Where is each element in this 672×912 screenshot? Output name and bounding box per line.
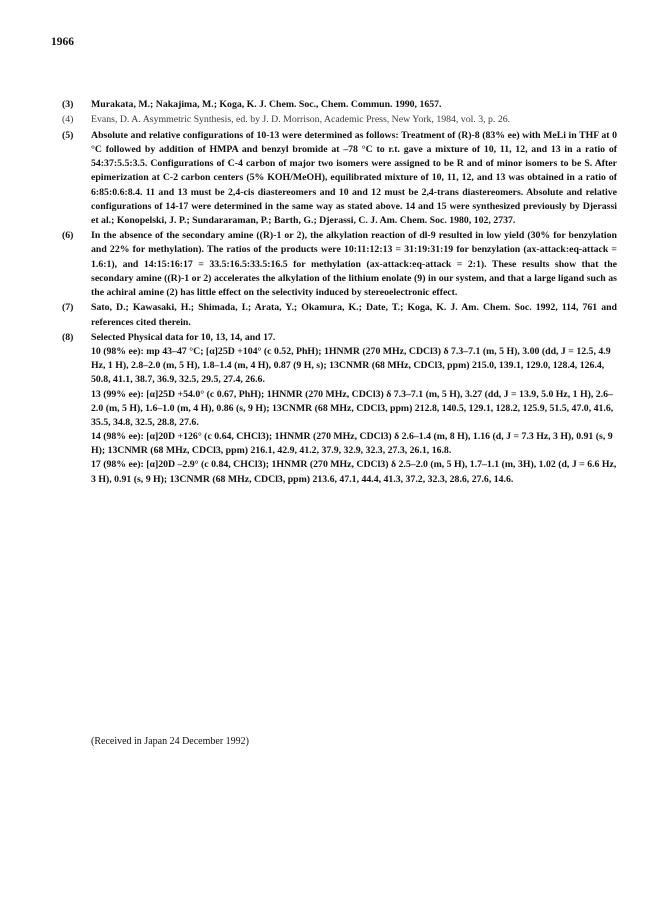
reference-number: (4) <box>62 114 74 126</box>
reference-text: In the absence of the secondary amine ((R)-1 or 2), the alkylation reaction of dl-9 resulted in low yield (30% for benzylation and 22% for methylation). The ratios of the products were 10:11:12:13 = 31:19:31:19 for benzylation (ax-attack:eq-attack = 1.6:1), and 14:15:16:17 = 33.5:16.5:33.5:16.5 for methylation (ax-attack:eq-attack = 2:1). These results show that the secondary amine ((R)-1 or 2) accelerates the alkylation of the lithium enolate (9) in our system, and that a large ligand such as the achiral amine (2) has little effect on the selectivity induced by stereoelectronic effect. <box>91 230 617 298</box>
reference-item <box>62 129 617 228</box>
reference-number: (8) <box>62 331 74 343</box>
reference-list <box>62 98 617 488</box>
reference-number: (7) <box>62 302 74 314</box>
reference-text: Selected Physical data for 10, 13, 14, and 17. 10 (98% ee): mp 43–47 °C; [α]25D +104° (c 0.52, PhH); 1HNMR (270 MHz, CDCl3) δ 7.3–7.1 (m, 5 H), 3.00 (dd, J = 12.5, 4.9 Hz, 1 H), 2.8–2.0 (m, 5 H), 1.8–1.4 (m, 4 H), 0.87 (9 H, s); 13CNMR (68 MHz, CDCl3, ppm) 215.0, 139.1, 129.0, 128.4, 126.4, 50.8, 41.1, 38.7, 36.9, 32.5, 29.5, 27.4, 26.6. 13 (99% ee): [α]25D +54.0° (c 0.67, PhH); 1HNMR (270 MHz, CDCl3) δ 7.3–7.1 (m, 5 H), 3.27 (dd, J = 13.9, 5.0 Hz, 1 H), 2.6–2.0 (m, 5 H), 1.6–1.0 (m, 4 H), 0.86 (s, 9 H); 13CNMR (68 MHz, CDCl3, ppm) 212.8, 140.5, 129.1, 128.2, 125.9, 51.5, 47.0, 41.6, 35.5, 34.8, 32.5, 28.8, 27.6. 14 (98% ee): [α]20D +126° (c 0.64, CHCl3); 1HNMR (270 MHz, CDCl3) δ 2.6–1.4 (m, 8 H), 1.16 (d, J = 7.3 Hz, 3 H), 0.91 (s, 9 H); 13CNMR (68 MHz, CDCl3, ppm) 216.1, 42.9, 41.2, 37.9, 32.9, 32.3, 27.3, 26.1, 16.8. 17 (98% ee): [α]20D –2.9° (c 0.84, CHCl3); 1HNMR (270 MHz, CDCl3) δ 2.5–2.0 (m, 5 H), 1.7–1.1 (m, 3H), 1.02 (d, J = 6.6 Hz, 3 H), 0.91 (s, 9 H); 13CNMR (68 MHz, CDCl3, ppm) 213.6, 47.1, 44.4, 41.3, 37.2, 32.3, 28.6, 27.6, 14.6. <box>91 331 617 485</box>
reference-item <box>62 98 617 112</box>
page-number: 1966 <box>51 36 74 48</box>
reference-item <box>62 113 617 127</box>
received-date-note: (Received in Japan 24 December 1992) <box>91 736 249 747</box>
reference-text: Evans, D. A. Asymmetric Synthesis, ed. by J. D. Morrison, Academic Press, New York, 1984, vol. 3, p. 26. <box>91 114 511 126</box>
reference-item <box>62 301 617 329</box>
reference-item <box>62 331 617 487</box>
reference-item <box>62 229 617 300</box>
reference-number: (3) <box>62 99 74 110</box>
reference-number: (6) <box>62 230 74 242</box>
reference-text: Murakata, M.; Nakajima, M.; Koga, K. J. Chem. Soc., Chem. Commun. 1990, 1657. <box>91 99 442 110</box>
reference-number: (5) <box>62 129 74 141</box>
reference-text: Sato, D.; Kawasaki, H.; Shimada, I.; Arata, Y.; Okamura, K.; Date, T.; Koga, K. J. Am. Chem. Soc. 1992, 114, 761 and references cited therein. <box>91 302 617 328</box>
reference-text: Absolute and relative configurations of 10-13 were determined as follows: Treatment of (R)-8 (83% ee) with MeLi in THF at 0 °C followed by addition of HMPA and benzyl bromide at –78 °C to r.t. gave a mixture of 10, 11, 12, and 13 in a ratio of 54:37:5.5:3.5. Configurations of C-4 carbon of major two isomers were assigned to be R and of minor isomers to be S. After epimerization at C-2 carbon centers (5% KOH/MeOH), equilibrated mixture of 10, 11, 12, and 13 was obtained in a ratio of 6:85:0.6:8.4. 11 and 13 must be 2,4-cis diastereomers and 10 and 12 must be 2,4-trans diastereomers. Absolute and relative configurations of 14-17 were determined in the same way as stated above. 14 and 15 were synthesized previously by Djerassi et al.; Konopelski, J. P.; Sundararaman, P.; Barth, G.; Djerassi, C. J. Am. Chem. Soc. 1980, 102, 2737. <box>91 129 617 226</box>
